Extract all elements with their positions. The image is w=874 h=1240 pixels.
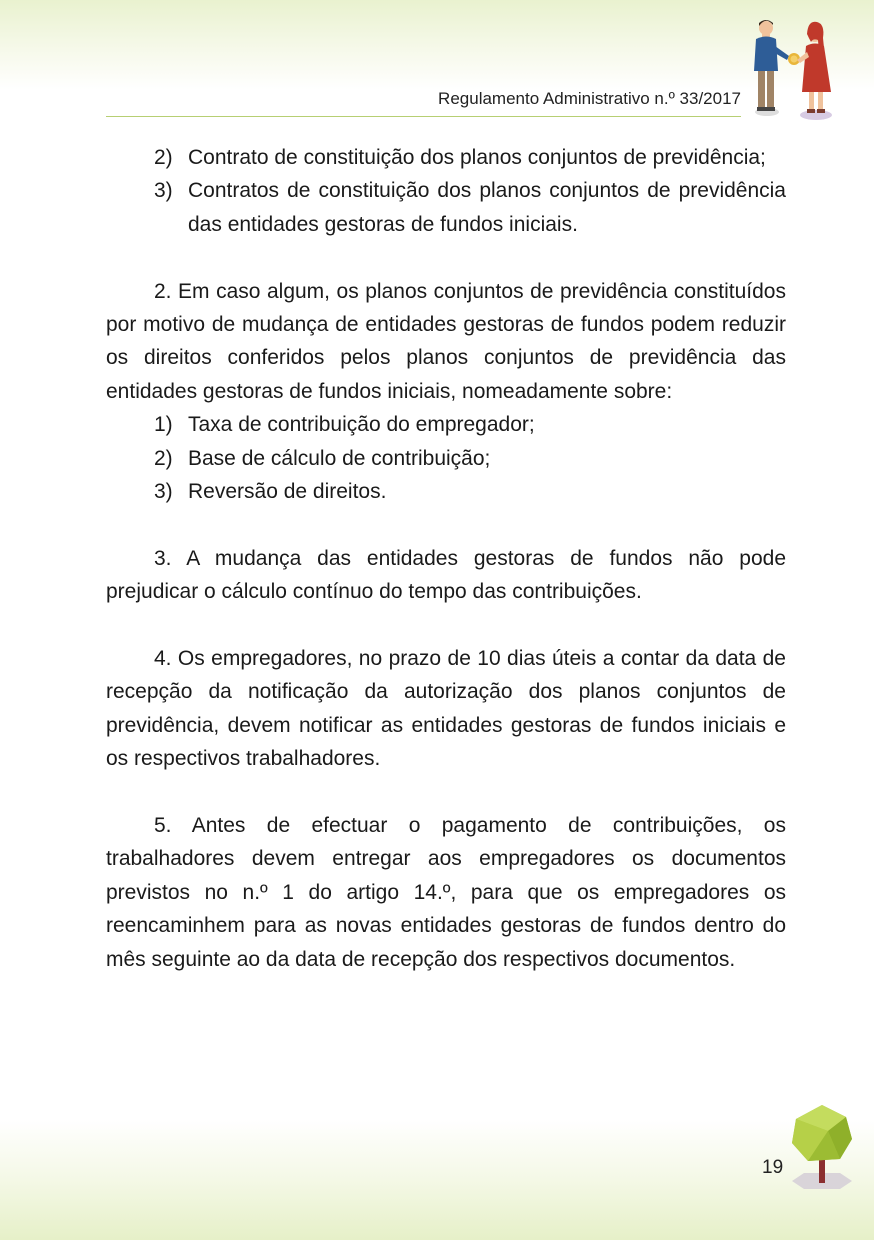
list-item-text: Reversão de direitos. <box>188 480 387 504</box>
list-item <box>106 174 786 241</box>
header-divider <box>106 116 741 117</box>
document-body <box>106 141 786 976</box>
list-item <box>106 141 786 174</box>
list-item-text: Taxa de contribuição do empregador; <box>188 413 535 437</box>
list-item-number: 2) <box>154 146 173 169</box>
list-item-text: Base de cálculo de contribuição; <box>188 446 491 470</box>
list-item-number: 2) <box>154 446 173 470</box>
paragraph-2: 2. Em caso algum, os planos conjuntos de previdência constituídos por motivo de mudança de entidades gestoras de fundos podem reduzir os direitos conferidos pelos planos conjuntos de previdência das entidades gestoras de fundos iniciais, nomeadamente sobre: <box>106 279 786 403</box>
list-item-number: 3) <box>154 179 173 203</box>
tree-illustration <box>788 1103 858 1198</box>
document-header-title: Regulamento Administrativo n.º 33/2017 <box>438 89 741 108</box>
people-exchanging-coin-illustration <box>745 14 840 124</box>
list-item-number: 1) <box>154 413 173 437</box>
list-item <box>106 475 786 508</box>
paragraph-4: 4. Os empregadores, no prazo de 10 dias úteis a contar da data de recepção da notificação da autorização dos planos conjuntos de previdência, devem notificar as entidades gestoras de fundos iniciais e os respectivos trabalhadores. <box>106 647 786 771</box>
list-item-text: Contratos de constituição dos planos conjuntos de previdência das entidades gestoras de fundos iniciais. <box>188 179 786 236</box>
list-item <box>106 408 786 441</box>
paragraph-3: 3. A mudança das entidades gestoras de fundos não pode prejudicar o cálculo contínuo do tempo das contribuições. <box>106 546 786 604</box>
page-number: 19 <box>762 1157 784 1178</box>
top-gradient-band <box>0 0 874 90</box>
list-item <box>106 442 786 475</box>
list-item-number: 3) <box>154 480 173 504</box>
list-item-text: Contrato de constituição dos planos conjuntos de previdência; <box>188 146 766 169</box>
paragraph-5: 5. Antes de efectuar o pagamento de contribuições, os trabalhadores devem entregar aos empregadores os documentos previstos no n.º 1 do artigo 14.º, para que os empregadores os reencaminhem para as novas entidades gestoras de fundos dentro do mês seguinte ao da data de recepção dos respectivos documentos. <box>106 814 786 971</box>
bottom-gradient-band <box>0 1120 874 1240</box>
